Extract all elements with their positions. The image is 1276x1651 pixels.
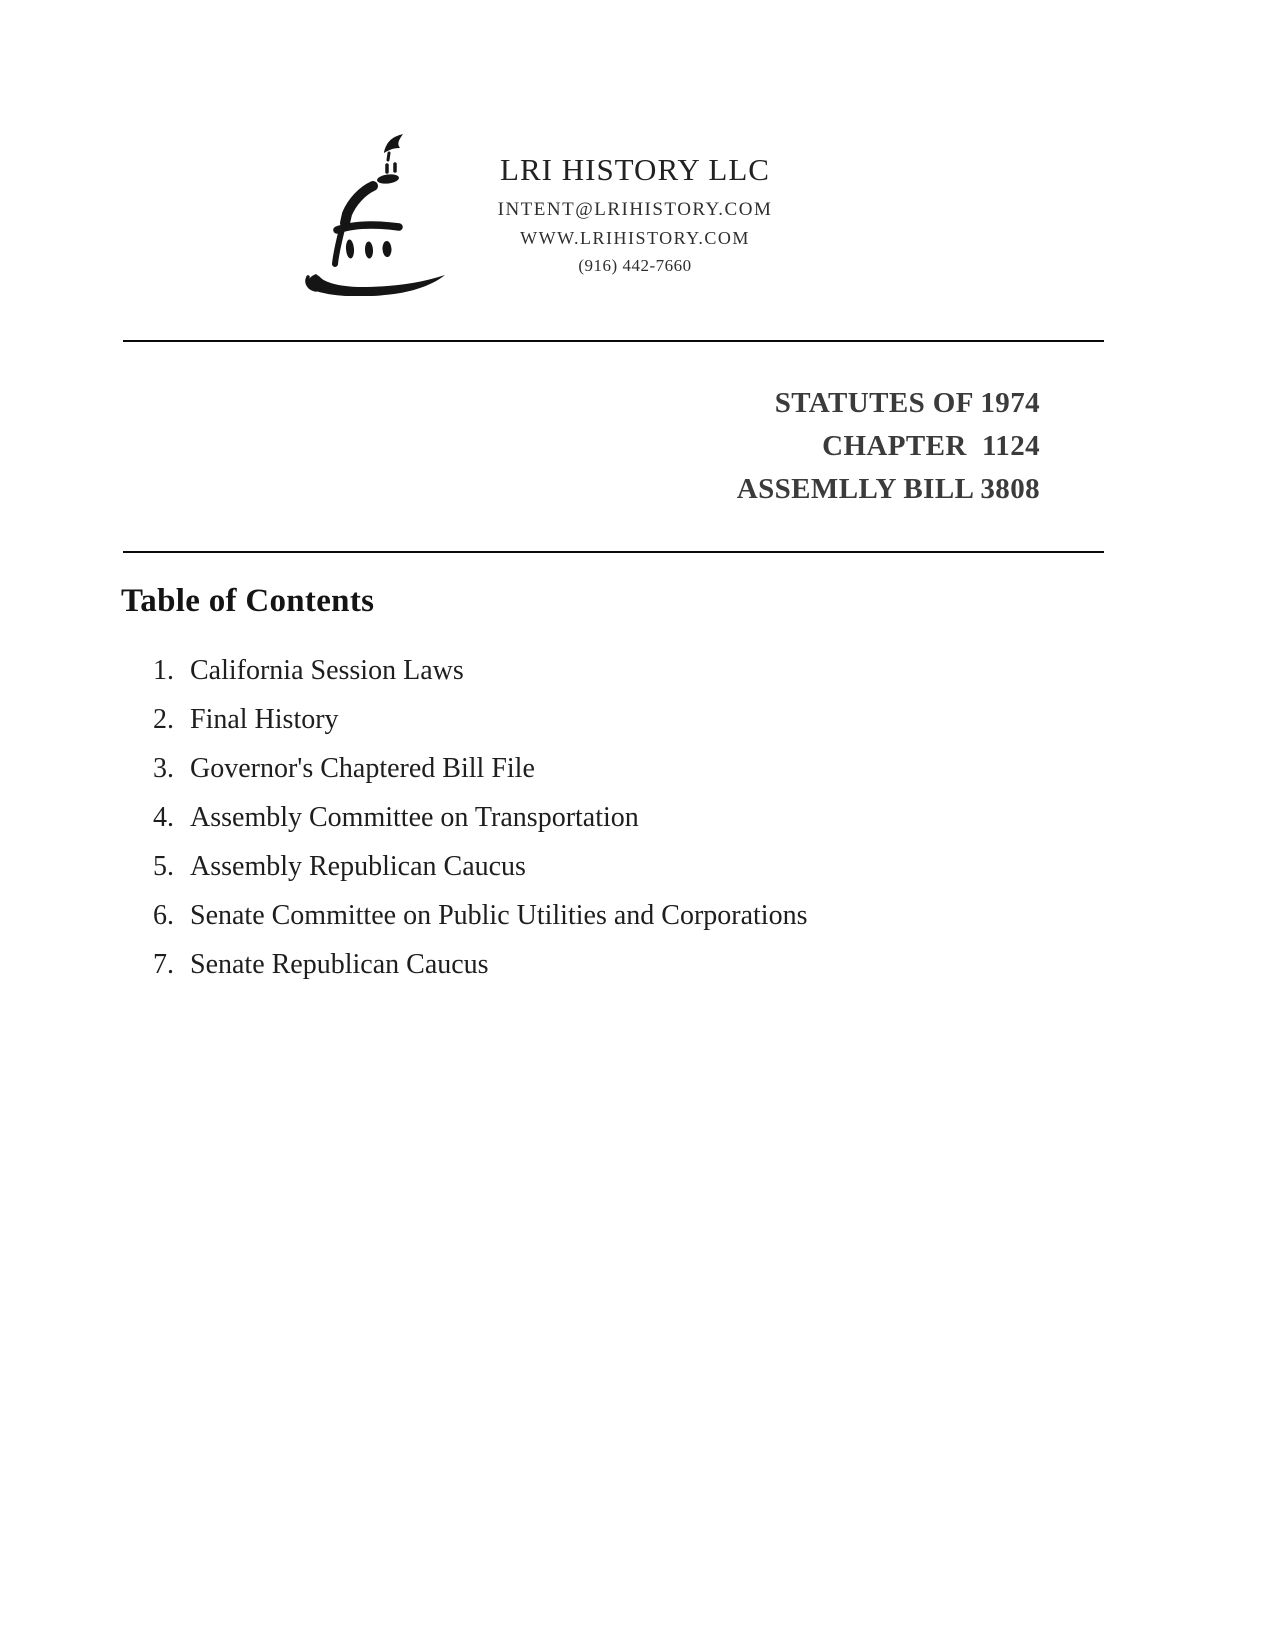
toc-item-number: 3. xyxy=(153,753,174,784)
toc-item xyxy=(153,704,807,736)
divider-bottom xyxy=(123,551,1104,553)
company-phone: (916) 442-7660 xyxy=(578,256,692,275)
company-email: INTENT@LRIHISTORY.COM xyxy=(497,199,773,220)
toc-item-label: Senate Committee on Public Utilities and Corporations xyxy=(190,900,808,931)
toc-item-label: Assembly Committee on Transportation xyxy=(190,802,639,833)
capitol-dome-logo xyxy=(292,126,452,296)
bill-line: ASSEMLLY BILL 3808 xyxy=(736,473,1040,505)
toc-item-label: Governor's Chaptered Bill File xyxy=(190,753,535,784)
toc-item-number: 4. xyxy=(153,802,174,833)
toc-item-number: 2. xyxy=(153,704,174,735)
case-header xyxy=(737,382,1040,511)
toc-item-label: Final History xyxy=(190,704,339,735)
toc-list xyxy=(153,655,807,998)
toc-item-label: Assembly Republican Caucus xyxy=(190,851,526,882)
toc-item-number: 5. xyxy=(153,851,174,882)
toc-item-label: California Session Laws xyxy=(190,655,464,686)
toc-item xyxy=(153,851,807,883)
toc-item-label: Senate Republican Caucus xyxy=(190,949,489,980)
toc-item-number: 7. xyxy=(153,949,174,980)
statutes-line: STATUTES OF 1974 xyxy=(774,387,1040,419)
company-website: WWW.LRIHISTORY.COM xyxy=(520,228,750,248)
divider-top xyxy=(123,340,1104,342)
chapter-line: CHAPTER 1124 xyxy=(822,430,1040,462)
letterhead xyxy=(455,152,815,276)
toc-item xyxy=(153,655,807,687)
capitol-dome-icon xyxy=(292,126,452,296)
toc-item xyxy=(153,900,807,932)
toc-item xyxy=(153,949,807,981)
toc-item xyxy=(153,753,807,785)
toc-heading: Table of Contents xyxy=(121,583,375,619)
toc-item-number: 1. xyxy=(153,655,174,686)
company-name: LRI HISTORY LLC xyxy=(500,152,770,187)
toc-item xyxy=(153,802,807,834)
toc-item-number: 6. xyxy=(153,900,174,931)
